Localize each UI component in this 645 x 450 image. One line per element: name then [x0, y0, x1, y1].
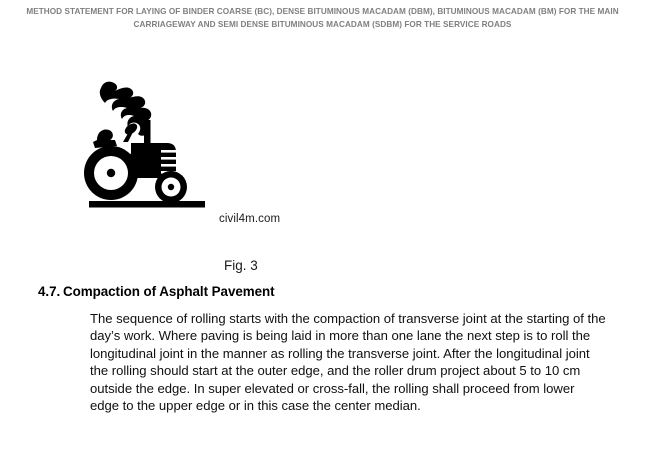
section-heading [38, 284, 275, 299]
figure-block [0, 68, 330, 273]
section-number: 4.7. [38, 284, 61, 299]
section-title: Compaction of Asphalt Pavement [63, 284, 275, 299]
hood-grille-slot-2 [161, 157, 176, 160]
smoke-icon [100, 82, 151, 136]
hood-grille-slot-3 [161, 164, 176, 167]
document-header-title: METHOD STATEMENT FOR LAYING OF BINDER COARSE (BC), DENSE BITUMINOUS MACADAM (DBM), BITUMINOUS MACADAM (BM) FOR THE MAIN CARRIAGEWAY AND SEMI DENSE BITUMINOUS MACADAM (SDBM) FOR THE SERVICE ROADS [26, 7, 619, 29]
section-body-paragraph: The sequence of rolling starts with the compaction of transverse joint at the starting of the day’s work. Where paving is being laid in more than one lane the next step is to roll the longitudinal joint in the manner as rolling the transverse joint. After the longitudinal joint the rolling should start at the outer edge, and the roller drum project about 5 to 10 cm outside the edge. In super elevated or cross-fall, the rolling shall proceed from lower edge to the upper edge or in this case the center median. [90, 311, 606, 414]
section-body [90, 310, 606, 414]
front-wheel-hub [168, 184, 174, 190]
hood-grille-slot-1 [161, 150, 176, 153]
tractor-illustration-svg [83, 68, 213, 213]
rear-wheel-hub [107, 169, 115, 177]
ground-line [89, 201, 205, 208]
figure-caption: Fig. 3 [224, 258, 258, 273]
tractor-silhouette-group [84, 82, 205, 208]
figure-watermark: civil4m.com [219, 213, 281, 225]
driver-seat [93, 129, 117, 148]
document-header [0, 6, 645, 31]
tractor-icon [83, 68, 213, 213]
